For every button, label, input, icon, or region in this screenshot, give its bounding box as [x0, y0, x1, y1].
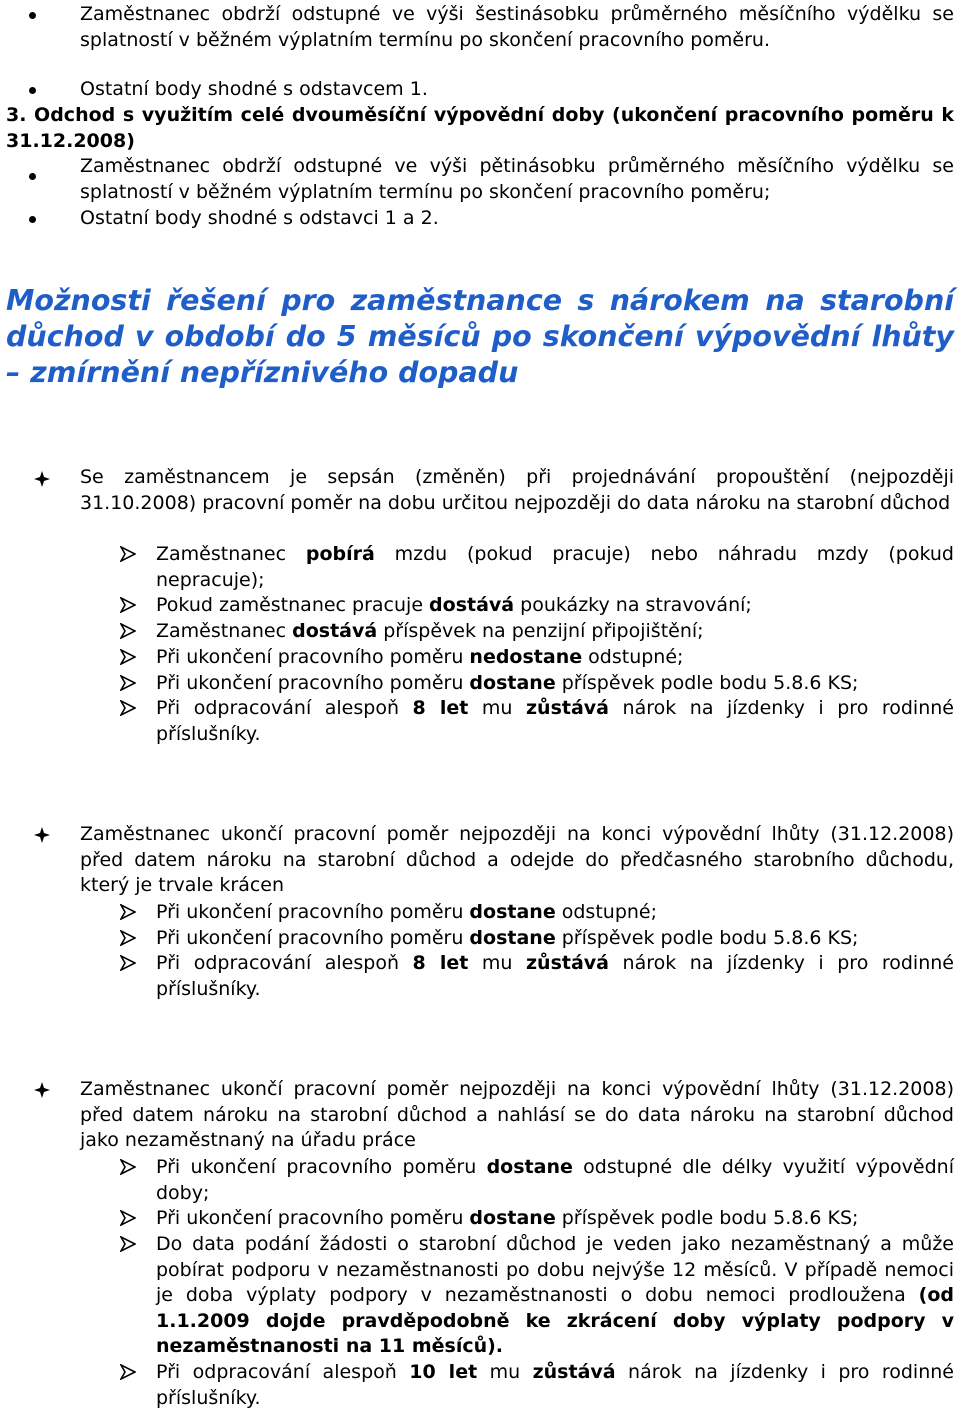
arrow-bullet-icon [120, 1210, 136, 1226]
arrow-bullet-icon [120, 623, 136, 639]
arrow-bullet-icon [120, 700, 136, 716]
top-list-item: Ostatní body shodné s odstavcem 1. [80, 78, 428, 100]
group-item: Při ukončení pracovního poměru dostane příspěvek podle bodu 5.8.6 KS; [156, 927, 859, 949]
section-3-item: Ostatní body shodné s odstavci 1 a 2. [80, 207, 439, 229]
diamond-bullet-icon [34, 1082, 50, 1098]
bullet-dot-icon [29, 12, 36, 19]
group-intro: Se zaměstnancem je sepsán (změněn) při projednávání propouštění (nejpozději 31.10.2008) pracovní poměr na dobu určitou nejpozději do data nároku na starobní důchod [80, 466, 954, 514]
diamond-bullet-icon [34, 471, 50, 487]
group-item: Při ukončení pracovního poměru nedostane odstupné; [156, 646, 684, 668]
group-item: Pokud zaměstnanec pracuje dostává poukázky na stravování; [156, 594, 752, 616]
group-item: Při ukončení pracovního poměru dostane odstupné dle délky využití výpovědní doby; [156, 1156, 954, 1204]
arrow-bullet-icon [120, 904, 136, 920]
section-3-title: 3. Odchod s využitím celé dvouměsíční výpovědní doby (ukončení pracovního poměru k 31.12.2008) [6, 104, 954, 152]
arrow-bullet-icon [120, 930, 136, 946]
top-list-item: Zaměstnanec obdrží odstupné ve výši šestinásobku průměrného měsíčního výdělku se splatností v běžném výplatním termínu po skončení pracovního poměru. [80, 3, 954, 51]
arrow-bullet-icon [120, 597, 136, 613]
group-item: Do data podání žádosti o starobní důchod je veden jako nezaměstnaný a může pobírat podporu v nezaměstnanosti po dobu nejvýše 12 měsíců. V případě nemoci je doba výplaty podpory v nezaměstnanosti o dobu nemoci prodloužena (od 1.1.2009 dojde pravděpodobně ke zkrácení doby výplaty podpory v nezaměstnanosti na 11 měsíců). [156, 1233, 954, 1358]
section-3-item: Zaměstnanec obdrží odstupné ve výši pětinásobku průměrného měsíčního výdělku se splatností v běžném výplatním termínu po skončení pracovního poměru; [80, 155, 954, 203]
group-item: Zaměstnanec dostává příspěvek na penzijní připojištění; [156, 620, 704, 642]
bullet-dot-icon [29, 87, 36, 94]
arrow-bullet-icon [120, 1236, 136, 1252]
group-intro: Zaměstnanec ukončí pracovní poměr nejpozději na konci výpovědní lhůty (31.12.2008) před datem nároku na starobní důchod a nahlásí se do data nároku na starobní důchod jako nezaměstnaný na úřadu práce [80, 1078, 954, 1152]
bullet-dot-icon [29, 216, 36, 223]
group-item: Při ukončení pracovního poměru dostane odstupné; [156, 901, 658, 923]
group-item: Při odpracování alespoň 8 let mu zůstává nárok na jízdenky i pro rodinné příslušníky. [156, 697, 954, 745]
group-item: Při ukončení pracovního poměru dostane příspěvek podle bodu 5.8.6 KS; [156, 672, 859, 694]
arrow-bullet-icon [120, 546, 136, 562]
arrow-bullet-icon [120, 675, 136, 691]
arrow-bullet-icon [120, 955, 136, 971]
section-heading: Možnosti řešení pro zaměstnance s nárokem na starobní důchod v období do 5 měsíců po skončení výpovědní lhůty – zmírnění nepříznivého dopadu [6, 284, 954, 389]
diamond-bullet-icon [34, 827, 50, 843]
arrow-bullet-icon [120, 1159, 136, 1175]
arrow-bullet-icon [120, 1364, 136, 1380]
arrow-bullet-icon [120, 649, 136, 665]
group-item: Zaměstnanec pobírá mzdu (pokud pracuje) nebo náhradu mzdy (pokud nepracuje); [156, 543, 954, 591]
group-intro: Zaměstnanec ukončí pracovní poměr nejpozději na konci výpovědní lhůty (31.12.2008) před datem nároku na starobní důchod a odejde do předčasného starobního důchodu, který je trvale krácen [80, 823, 954, 897]
group-item: Při odpracování alespoň 8 let mu zůstává nárok na jízdenky i pro rodinné příslušníky. [156, 952, 954, 1000]
bullet-dot-icon [29, 173, 36, 180]
group-item: Při odpracování alespoň 10 let mu zůstává nárok na jízdenky i pro rodinné příslušníky. [156, 1361, 954, 1409]
group-item: Při ukončení pracovního poměru dostane příspěvek podle bodu 5.8.6 KS; [156, 1207, 859, 1229]
